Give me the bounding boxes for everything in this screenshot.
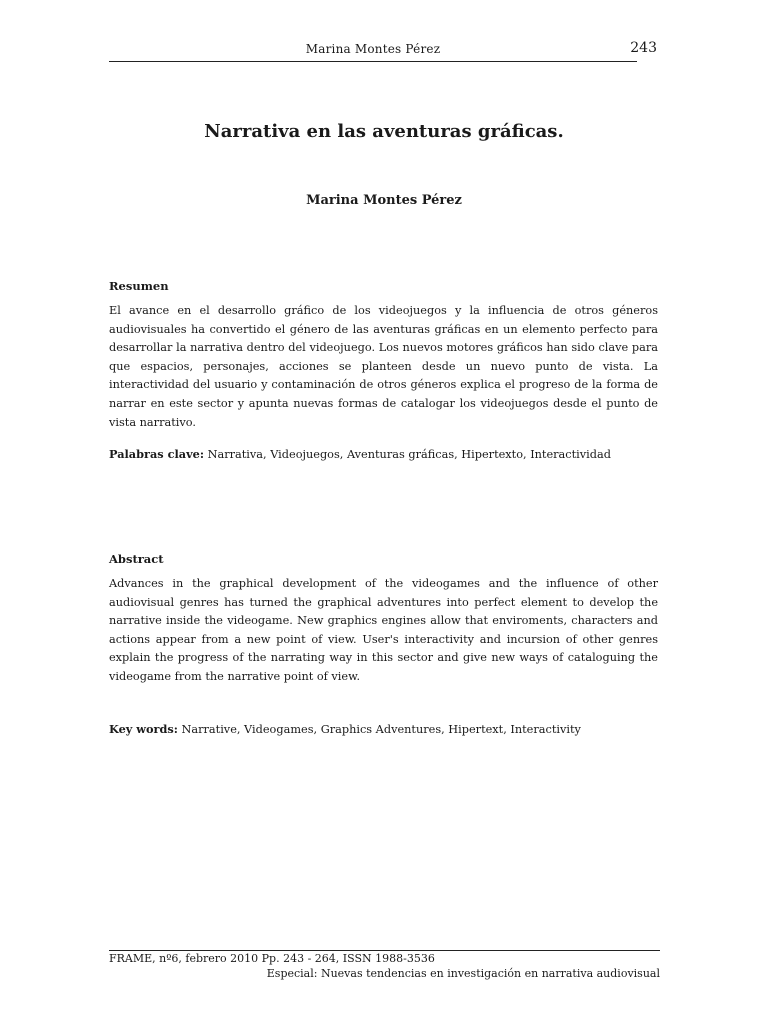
key-words-label: Key words: xyxy=(109,722,178,736)
palabras-clave-label: Palabras clave: xyxy=(109,447,204,461)
paper-title: Narrativa en las aventuras gráficas. xyxy=(204,121,564,142)
footer-rule xyxy=(109,950,660,951)
key-words-value: Narrative, Videogames, Graphics Adventures, Hipertext, Interactivity xyxy=(181,723,581,736)
running-header xyxy=(109,40,657,60)
footer-citation: FRAME, nº6, febrero 2010 Pp. 243 - 264, ISSN 1988-3536 xyxy=(109,952,435,965)
header-author: Marina Montes Pérez xyxy=(305,42,441,56)
palabras-clave xyxy=(109,447,669,461)
palabras-clave-value: Narrativa, Videojuegos, Aventuras gráficas, Hipertexto, Interactividad xyxy=(207,448,611,461)
abstract-text: Advances in the graphical development of the videogames and the influence of other audiovisual genres has turned the graphical adventures into perfect element to develop the narrative inside the videogame. New graphics engines allow that enviroments, characters and actions appear from a new point of view. User's interactivity and incursion of other genres explain the progress of the narrating way in this sector and give new ways of cataloguing the videogame from the narrative point of view. xyxy=(109,577,658,683)
page-number: 243 xyxy=(630,40,657,56)
key-words xyxy=(109,722,669,736)
footer-special: Especial: Nuevas tendencias en investigación en narrativa audiovisual xyxy=(266,967,660,980)
abstract-heading: Abstract xyxy=(109,552,164,566)
paper-author: Marina Montes Pérez xyxy=(306,193,462,208)
header-rule xyxy=(109,61,637,62)
resumen-text: El avance en el desarrollo gráfico de los videojuegos y la influencia de otros géneros audiovisuales ha convertido el género de las aventuras gráficas en un elemento perfecto para desarrollar la narrativa dentro del videojuego. Los nuevos motores gráficos han sido clave para que espacios, personajes, acciones se planteen desde un nuevo punto de vista. La interactividad del usuario y contaminación de otros géneros explica el progreso de la forma de narrar en este sector y apunta nuevas formas de catalogar los videojuegos desde el punto de vista narrativo. xyxy=(109,304,658,429)
resumen-heading: Resumen xyxy=(109,279,169,293)
